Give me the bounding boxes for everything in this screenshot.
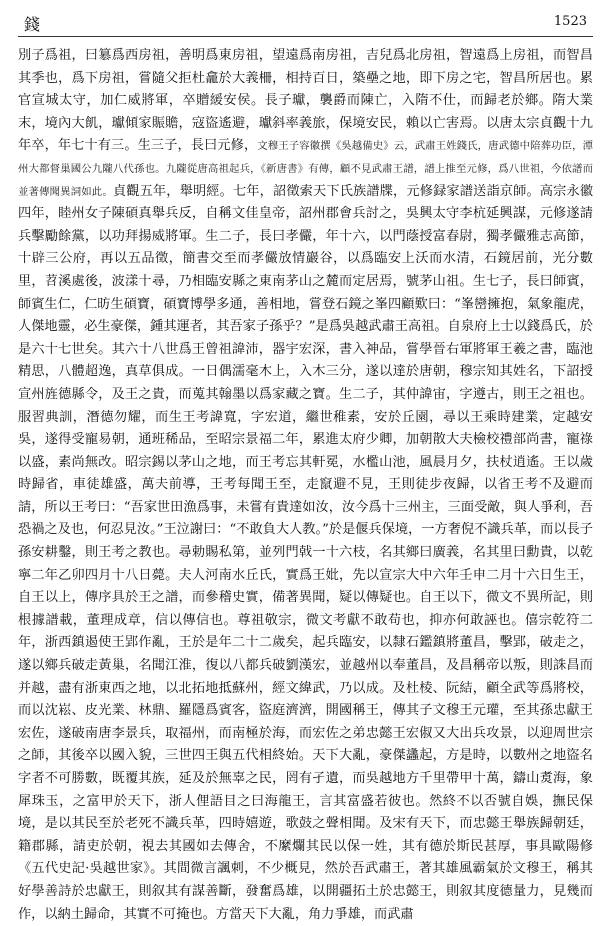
running-title: 錢 (24, 15, 43, 34)
body-paragraph (18, 45, 593, 926)
paragraph-text-2: 貞觀五年，舉明經。七年，詔徵索天下氏族譜牒，元修録家譜送詣京師。高宗永徽四年，睦州女子陳碩真舉兵反，自稱文佳皇帝，詔州郡會兵討之，吳興太守李杭延興謀，元修遂請兵擊勵餘黨，以功拜揚威將軍。生二子，長曰孝儼，年十六，以門蔭授富春尉，獨孝儼雅志高節，十辟三公府，再以五品徵，簡書交至而孝儼放情巖谷，以爲臨安上沃而水清，石鏡居前，光分數里，苕溪處後，波漾十尋，乃相臨安縣之東南茅山之麓而定居焉，號茅山祖。生七子，長曰師賓，師賓生仁，仁昉生碩寶，碩寶博學多通，善相地，嘗登石鏡之峯四顧歎曰：“峯巒擁抱，氣象龍虎，人傑地靈，必生豪傑，鍾其運者，其吾家子孫乎？”是爲吳越武肅王高祖。自泉府上士以錢爲氏，於是六十七世矣。其六十八世爲王曾祖諱沛，器宇宏深，書入神品，嘗學晉右軍將軍王羲之書，臨池精思，八體超逸，真草俱成。一日偶濡毫木上，入木三分，遂以達於唐朝，穆宗知其姓名，下詔授宣州旌德縣令，及王之貴，而蒐其翰墨以爲家藏之寶。生二子，其仲諱宙，字遵古，則王之祖也。服習典訓，潛德勿耀，而生王考諱寬，字宏道，繼世稚素，安於丘園，尋以王乘時建業，定越安吳，遂得受寵易朝，通班稀品，至昭宗景福二年，累進太府少卿，加朝散大夫檢校禮部尚書，寵祿以盛，素尚無改。昭宗錫以茅山之地，而王考忘其軒冕，水檻山池，風晨月夕，扶杖逍遙。王以歲時歸省，車徒雄盛，萬夫前導，王考每聞王至，走竄避不見，王則徒步夜歸，以省王考不及避而請，所以王考曰：“吾家世田漁爲事，未嘗有貴達如汝，汝今爲十三州主，三面受敵，與人爭利，吾恐禍之及也，何忍見汝。”王泣謝曰：“不敢負大人教。”於是偃兵保境，一方奢倪不識兵革，而以長子孫安耕鑿，則王考之教也。尋勅賜私第，並列門戟一十六枝，名其鄉曰廣義，名其里曰勳貴，以乾寧二年乙卯四月十八日薨。夫人河南水丘氏，實爲王妣，先以宣宗大中六年壬申二月十六日生王，自王以上，傳序具於王之譜，而參稽史實，備著異聞，疑以傳疑也。自王以下，微文不異所記，則根據譜載，董理成章，信以傳信也。尊祖敬宗，微文考獻不敢苟也，抑亦何敢誣也。僖宗乾符二年，浙西鎮遏使王郢作亂，王於是年二十二歲矣，起兵臨安，以隸石鑑鎮將董昌，擊郢，破走之，遂以鄉兵破走黃巢，名聞江淮，復以八都兵破劉漢宏，並越州以奉董昌，及昌稱帝以叛，則誅昌而并越，盡有浙東西之地，以北拓地抵蘇州，經文緯武，乃以成。及杜棱、阮結，顧全武等爲將校，而以沈崧、皮光業、林鼎、羅隱爲賓客，盜庭濟濟，開國稱王，傳其子文穆王元瓘，至其孫忠獻王宏佐，遂破南唐李景兵，取福州，而南極於海，而宏佐之弟忠懿王宏俶又大出兵攻景，以迎周世宗之師，其後卒以國入貌，三世四王與五代相終始。天下大亂，豪傑蠭起，方是時，以數州之地盜名字者不可勝數，既覆其族，延及於無辜之民，罔有孑遺，而吳越地方千里帶甲十萬，鑄山煑海，象犀珠玉，之富甲於天下，浙人俚語目之曰海龍王，言其富盛若彼也。然終不以否號自娛，撫民保境，是以其民至於老死不識兵革，四時嬉遊，歌鼓之聲相聞。及宋有天下，而忠懿王舉族歸朝廷，籍郡縣，請吏於朝，視去其國如去傳舍，不縻爛其民以保一姓，其有德於斯民甚厚，事具歐陽修《五代史記·吳越世家》。其間微言諷刺，不少概見，然於吾武肅王，著其雄風霸氣於文穆王，稱其好學善詩於忠獻王，則叙其有謀善斷，發奮爲雄，以開疆拓土於忠懿王，則叙其度德量力，見幾而作，以納土歸命，其實不可掩也。方當天下大亂，角力爭雄，而武肅 (18, 183, 594, 922)
page-number: 1523 (553, 14, 587, 29)
main-text (18, 45, 593, 926)
inline-note: 文穆王子容徽撰《吳越備史》云，武肅王姓錢氏，唐武德中陪葬功臣，潭州大都督巢國公九隴八代孫也。九隴從唐高祖起兵，《新唐書》有傳，顧不見武肅王譜，譜上推至元修，爲八世祖，今依譜而並著傳聞異詞如此。 (18, 140, 594, 198)
page-header (18, 12, 593, 37)
paragraph-text-1: 別子爲祖，曰簒爲西房祖，善明爲東房祖，望遠爲南房祖，吉兒爲北房祖，智遠爲上房祖，而智昌其季也，爲下房祖，嘗隨父拒杜龕於大義柵，相持百日，築壘之地，即下房之宅，智昌所居也。累官宣城太守，加仁威將軍，卒贈緩安侯。長子瓛，襲爵而陳亡，入隋不仕，而歸老於鄉。隋大業末，境內大飢，瓛傾家賑贍，寇盜遙避，瓛斜率義旅，保境安民，賴以亡害焉。以唐太宗貞觀十九年卒，年七十有三。生三子，長曰元修， (18, 48, 593, 154)
